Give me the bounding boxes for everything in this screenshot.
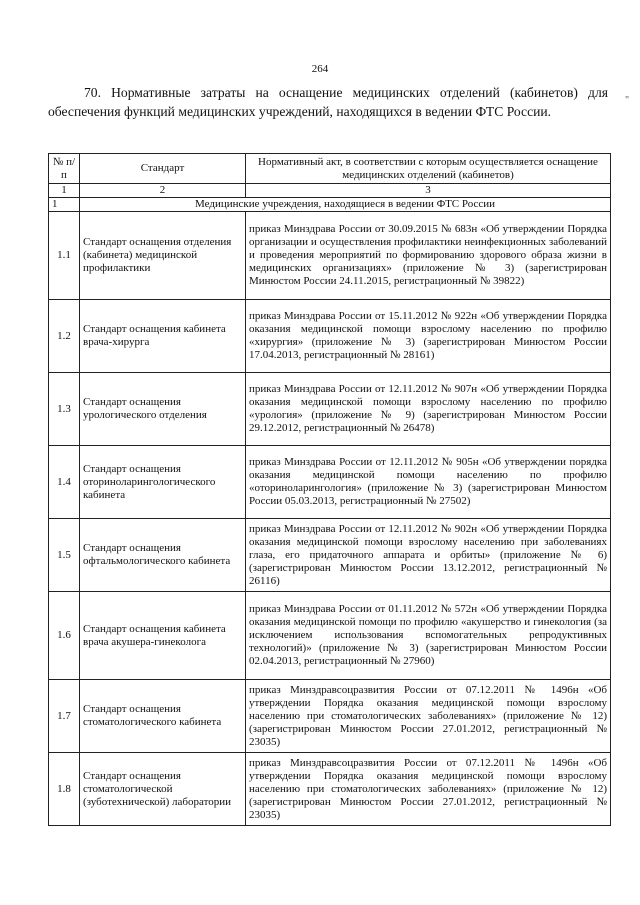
margin-mark: " xyxy=(625,95,630,106)
table-row xyxy=(49,446,611,519)
row-number: 1.1 xyxy=(49,212,80,300)
row-standard: Стандарт оснащения оториноларингологического кабинета xyxy=(80,446,246,519)
row-number: 1.6 xyxy=(49,592,80,680)
row-act: приказ Минздрава России от 30.09.2015 № 683н «Об утверждении Порядка организации и осуществления профилактики неинфекционных заболеваний и проведения мероприятий по формированию здорового образа жизни в медицинских организациях» (приложение № 3) (зарегистрирован Минюстом России 24.11.2015, регистрационный № 39822) xyxy=(246,212,611,300)
row-standard: Стандарт оснащения офтальмологического кабинета xyxy=(80,519,246,592)
row-act: приказ Минздрава России от 01.11.2012 № 572н «Об утверждении Порядка оказания медицинской помощи по профилю «акушерство и гинекология (за исключением использования вспомогательных репродуктивных технологий)» (приложение № 3) (зарегистрирован Минюстом России 02.04.2013, регистрационный № 27960) xyxy=(246,592,611,680)
table-row xyxy=(49,753,611,826)
section-row xyxy=(49,198,611,212)
row-number: 1.2 xyxy=(49,300,80,373)
row-standard: Стандарт оснащения отделения (кабинета) медицинской профилактики xyxy=(80,212,246,300)
row-act: приказ Минздравсоцразвития России от 07.12.2011 № 1496н «Об утверждении Порядка оказания медицинской помощи взрослому населению при стоматологических заболеваниях» (приложение № 12) (зарегистрирован Минюстом России 27.01.2012, регистрационный № 23035) xyxy=(246,753,611,826)
row-standard: Стандарт оснащения стоматологического кабинета xyxy=(80,680,246,753)
column-number: 1 xyxy=(49,184,80,198)
table-row xyxy=(49,373,611,446)
section-title: Медицинские учреждения, находящиеся в ведении ФТС России xyxy=(80,198,611,212)
section-heading: 70. Нормативные затраты на оснащение медицинских отделений (кабинетов) для обеспечения функций медицинских учреждений, находящихся в ведении ФТС России. xyxy=(48,85,608,119)
header-number: № п/п xyxy=(49,154,80,184)
row-number: 1.4 xyxy=(49,446,80,519)
row-act: приказ Минздрава России от 12.11.2012 № 907н «Об утверждении Порядка оказания медицинской помощи взрослому населению по профилю «урология» (приложение № 9) (зарегистрирован Минюстом России 29.12.2012, регистрационный № 26478) xyxy=(246,373,611,446)
table-row xyxy=(49,592,611,680)
row-act: приказ Минздрава России от 12.11.2012 № 902н «Об утверждении Порядка оказания медицинской помощи взрослому населению при заболеваниях глаза, его придаточного аппарата и орбиты» (приложение № 6) (зарегистрирован Минюстом России 13.12.2012, регистрационный № 26116) xyxy=(246,519,611,592)
row-number: 1.3 xyxy=(49,373,80,446)
table-header-row xyxy=(49,154,611,184)
section-number: 1 xyxy=(49,198,80,212)
column-numbers-row xyxy=(49,184,611,198)
page-number: 264 xyxy=(311,63,329,75)
row-number: 1.5 xyxy=(49,519,80,592)
row-standard: Стандарт оснащения кабинета врача акушера-гинеколога xyxy=(80,592,246,680)
row-act: приказ Минздравсоцразвития России от 07.12.2011 № 1496н «Об утверждении Порядка оказания медицинской помощи взрослому населению при стоматологических заболеваниях» (приложение № 12) (зарегистрирован Минюстом России 27.01.2012, регистрационный № 23035) xyxy=(246,680,611,753)
row-number: 1.7 xyxy=(49,680,80,753)
standards-table xyxy=(48,153,611,826)
header-standard: Стандарт xyxy=(80,154,246,184)
row-standard: Стандарт оснащения кабинета врача-хирурга xyxy=(80,300,246,373)
table-row xyxy=(49,680,611,753)
column-number: 3 xyxy=(246,184,611,198)
row-act: приказ Минздрава России от 15.11.2012 № 922н «Об утверждении Порядка оказания медицинской помощи взрослому населению по профилю «хирургия» (приложение № 3) (зарегистрирован Минюстом России 17.04.2013, регистрационный № 28161) xyxy=(246,300,611,373)
row-number: 1.8 xyxy=(49,753,80,826)
table-row xyxy=(49,300,611,373)
table-row xyxy=(49,212,611,300)
column-number: 2 xyxy=(80,184,246,198)
table-row xyxy=(49,519,611,592)
row-act: приказ Минздрава России от 12.11.2012 № 905н «Об утверждении порядка оказания медицинской помощи населению по профилю «оториноларингология» (приложение № 3) (зарегистрирован Минюстом России 05.03.2013, регистрационный № 27502) xyxy=(246,446,611,519)
row-standard: Стандарт оснащения стоматологической (зуботехнической) лаборатории xyxy=(80,753,246,826)
header-act: Нормативный акт, в соответствии с которым осуществляется оснащение медицинских отделений (кабинетов) xyxy=(246,154,611,184)
row-standard: Стандарт оснащения урологического отделения xyxy=(80,373,246,446)
